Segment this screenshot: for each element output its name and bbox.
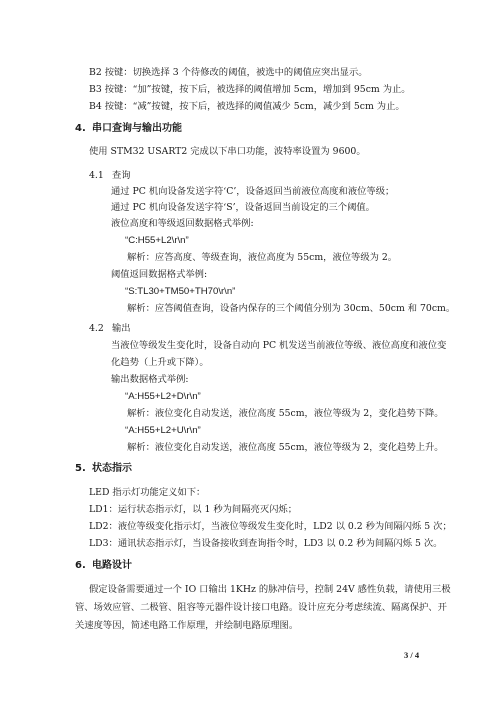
section-6-number: 6. [75,560,86,571]
output-desc-line2: 化趋势（上升或下降）。 [111,357,209,368]
ld3-line: LD3：通讯状态指示灯，当设备接收到查询指令时，LD3 以 0.2 秒为间隔闪烁 5 次。 [89,538,443,549]
output-example1-code: “A:H55+L2+D\r\n” [125,391,201,402]
section-5-number: 5. [75,463,86,474]
format1-code: “C:H55+L2\r\n” [125,235,189,246]
subsection-4-2-number: 4.2 [89,323,104,334]
output-example2-code: “A:H55+L2+U\r\n” [125,425,201,436]
b4-key-line: B4 按键：“减”按键，按下后，被选择的阈值减少 5cm，减少到 5cm 为止。 [89,101,405,112]
led-intro: LED 指示灯功能定义如下： [89,487,206,498]
format1-note: 解析：应答高度、等级查询，液位高度为 55cm，液位等级为 2。 [127,252,398,263]
subsection-4-2-title: 输出 [112,323,131,334]
section-4-title: 串口查询与输出功能 [92,123,182,134]
format2-label: 阈值返回数据格式举例: [111,269,208,280]
section-4-intro: 使用 STM32 USART2 完成以下串口功能，波特率设置为 9600。 [89,146,366,157]
circuit-paragraph-line2: 管、场效应管、二极管、阻容等元器件设计接口电路。设计应充分考虑续流、隔离保护、开 [75,602,447,613]
page-number: 3 / 4 [404,650,420,660]
format2-code: “S:TL30+TM50+TH70\r\n” [125,286,236,297]
subsection-4-1-title: 查询 [112,170,131,181]
output-format-label: 输出数据格式举例: [111,374,189,385]
subsection-4-1-number: 4.1 [89,170,104,181]
section-5-title: 状态指示 [92,463,132,474]
output-example1-note: 解析：液位变化自动发送，液位高度 55cm，液位等级为 2，变化趋势下降。 [127,408,444,419]
query-c-line: 通过 PC 机向设备发送字符‘C’，设备返回当前液位高度和液位等级； [111,186,395,197]
format2-note: 解析：应答阈值查询，设备内保存的三个阈值分别为 30cm、50cm 和 70cm。 [127,303,456,314]
format1-label: 液位高度和等级返回数据格式举例: [111,218,254,229]
query-s-line: 通过 PC 机向设备发送字符‘S’，设备返回当前设定的三个阈值。 [111,202,375,213]
output-example2-note: 解析：液位变化自动发送，液位高度 55cm，液位等级为 2，变化趋势上升。 [127,442,444,453]
ld2-line: LD2：液位等级变化指示灯，当液位等级发生变化时，LD2 以 0.2 秒为间隔闪烁 5 次； [89,521,452,532]
section-4-number: 4. [75,123,86,134]
output-desc-line1: 当液位等级发生变化时，设备自动向 PC 机发送当前液位等级、液位高度和液位变 [111,340,447,351]
circuit-paragraph-line1: 假定设备需要通过一个 IO 口输出 1KHz 的脉冲信号，控制 24V 感性负载，请使用三极 [89,584,451,595]
b2-key-line: B2 按键：切换选择 3 个待修改的阈值，被选中的阈值应突出显示。 [89,67,368,78]
b3-key-line: B3 按键：“加”按键，按下后，被选择的阈值增加 5cm，增加到 95cm 为止。 [89,84,411,95]
circuit-paragraph-line3: 关速度等因，简述电路工作原理，并绘制电路原理图。 [75,620,299,631]
section-6-title: 电路设计 [92,560,132,571]
ld1-line: LD1：运行状态指示灯，以 1 秒为间隔亮灭闪烁； [89,504,298,515]
